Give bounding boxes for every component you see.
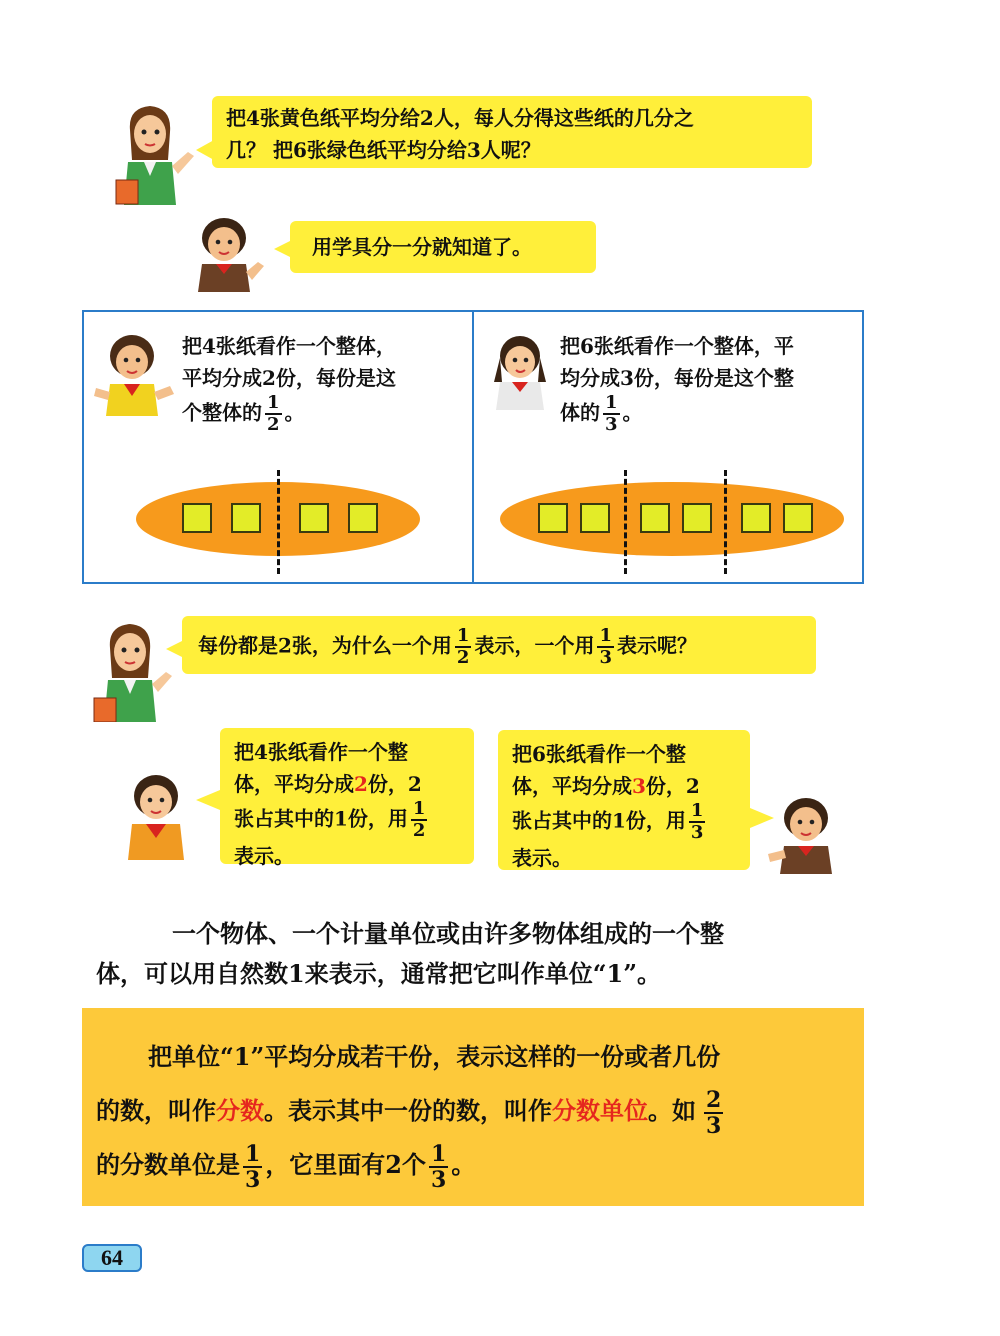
fraction-numerator: 2 bbox=[706, 1086, 722, 1113]
bubble-line bbox=[234, 800, 460, 840]
teacher-question-bubble bbox=[182, 616, 816, 674]
paragraph-line: 体，可以用自然数1来表示，通常把它叫作单位“1”。 bbox=[96, 959, 662, 988]
definition-text-part: 。 bbox=[451, 1150, 476, 1179]
boy-explanation-bubble bbox=[498, 730, 750, 870]
panel-line: 把4张纸看作一个整体， bbox=[182, 334, 396, 358]
fraction bbox=[411, 800, 428, 840]
page-number: 64 bbox=[82, 1244, 142, 1272]
panel-line bbox=[182, 394, 468, 434]
divider-dashed-line bbox=[724, 470, 727, 574]
fraction bbox=[689, 802, 706, 842]
divider-dashed-line bbox=[277, 470, 280, 574]
bubble-line: 把4张纸看作一个整 bbox=[234, 740, 408, 764]
bubble-text: 每份都是2张，为什么一个用 bbox=[198, 633, 452, 658]
teacher-avatar bbox=[90, 618, 176, 722]
bubble-line: 把4张黄色纸平均分给2人，每人分得这些纸的几分之 bbox=[226, 106, 694, 130]
fraction bbox=[455, 627, 472, 667]
bubble-tail bbox=[274, 240, 292, 258]
fraction bbox=[429, 1140, 448, 1193]
green-paper-square bbox=[538, 503, 568, 533]
highlight-number: 2 bbox=[354, 772, 368, 796]
fraction bbox=[243, 1140, 262, 1193]
bubble-line: 用学具分一分就知道了。 bbox=[312, 235, 532, 259]
term-fraction-unit: 分数单位 bbox=[552, 1096, 648, 1125]
fraction bbox=[603, 394, 620, 434]
bubble-text: 份，2 bbox=[645, 774, 700, 798]
definition-text bbox=[96, 1030, 856, 1192]
fraction-denominator: 3 bbox=[706, 1112, 722, 1139]
bubble-line bbox=[198, 627, 800, 667]
body-paragraph bbox=[96, 914, 876, 994]
bubble-tail bbox=[166, 640, 184, 658]
term-fraction: 分数 bbox=[216, 1096, 264, 1125]
teacher-question-bubble bbox=[212, 96, 812, 168]
boy-reply-bubble bbox=[290, 221, 596, 273]
definition-text-part: 。表示其中一份的数，叫作 bbox=[264, 1096, 552, 1125]
bubble-line: 表示。 bbox=[234, 844, 294, 868]
fraction-numerator: 1 bbox=[599, 625, 612, 646]
fraction-denominator: 2 bbox=[412, 820, 426, 841]
fraction-numerator: 1 bbox=[456, 625, 470, 646]
bubble-line bbox=[512, 770, 736, 802]
fraction bbox=[265, 394, 282, 434]
panel-line: 平均分成2份，每份是这 bbox=[182, 366, 396, 390]
boy-avatar bbox=[764, 792, 844, 874]
bubble-line: 把6张纸看作一个整 bbox=[512, 742, 686, 766]
definition-text-part: 的数，叫作 bbox=[96, 1096, 216, 1125]
fraction-numerator: 1 bbox=[412, 798, 426, 819]
bubble-text: 表示呢？ bbox=[616, 633, 697, 658]
bubble-tail bbox=[196, 140, 214, 160]
bubble-text: 体，平均分成 bbox=[234, 772, 354, 796]
definition-line: 把单位“1”平均分成若干份，表示这样的一份或者几份 bbox=[148, 1042, 721, 1071]
fraction-numerator: 1 bbox=[605, 392, 618, 413]
bubble-text: 份，2 bbox=[367, 772, 422, 796]
green-paper-square bbox=[682, 503, 712, 533]
fraction-denominator: 3 bbox=[690, 822, 704, 843]
panel-line: 把6张纸看作一个整体，平 bbox=[560, 334, 794, 358]
panel-line: 均分成3份，每份是这个整 bbox=[560, 366, 794, 390]
yellow-paper-square bbox=[348, 503, 378, 533]
fraction bbox=[597, 627, 614, 667]
definition-line bbox=[96, 1138, 856, 1192]
green-paper-square bbox=[741, 503, 771, 533]
teacher-avatar bbox=[108, 100, 198, 205]
panel-line-pre: 个整体的 bbox=[182, 400, 262, 425]
green-paper-square bbox=[640, 503, 670, 533]
definition-text-part: 的分数单位是 bbox=[96, 1150, 240, 1179]
left-panel-text bbox=[182, 330, 468, 434]
bubble-text: 张占其中的1份，用 bbox=[512, 808, 686, 833]
fraction-denominator: 3 bbox=[431, 1166, 447, 1193]
bubble-line: 几？ 把6张绿色纸平均分给3人呢？ bbox=[226, 138, 541, 162]
panel-line-post: 。 bbox=[284, 400, 305, 425]
bubble-text: 张占其中的1份，用 bbox=[234, 806, 408, 831]
divider-dashed-line bbox=[624, 470, 627, 574]
fraction-denominator: 3 bbox=[245, 1166, 261, 1193]
bubble-line bbox=[512, 802, 736, 842]
definition-text-part: ，它里面有2个 bbox=[265, 1150, 427, 1179]
yellow-paper-square bbox=[182, 503, 212, 533]
highlight-number: 3 bbox=[632, 774, 646, 798]
fraction-numerator: 1 bbox=[267, 392, 280, 413]
girl-explanation-bubble bbox=[220, 728, 474, 868]
fraction-numerator: 1 bbox=[431, 1140, 447, 1167]
fraction bbox=[704, 1086, 723, 1139]
bubble-line: 表示。 bbox=[512, 846, 572, 870]
boy-avatar bbox=[92, 330, 176, 416]
definition-text-part: 。如 bbox=[648, 1096, 696, 1125]
green-paper-square bbox=[783, 503, 813, 533]
panel-line-post: 。 bbox=[622, 400, 643, 425]
girl-avatar bbox=[484, 330, 556, 410]
bubble-tail bbox=[196, 790, 220, 810]
green-paper-square bbox=[580, 503, 610, 533]
boy-avatar bbox=[188, 212, 268, 292]
fraction-denominator: 2 bbox=[456, 647, 470, 668]
fraction-numerator: 1 bbox=[690, 800, 704, 821]
fraction-denominator: 3 bbox=[605, 414, 618, 435]
fraction-numerator: 1 bbox=[245, 1140, 261, 1167]
right-panel-text bbox=[560, 330, 856, 434]
bubble-text: 体，平均分成 bbox=[512, 774, 632, 798]
bubble-text: 表示，一个用 bbox=[474, 633, 595, 658]
panel-line-pre: 体的 bbox=[560, 400, 600, 425]
fraction-denominator: 2 bbox=[267, 414, 280, 435]
girl-avatar bbox=[116, 770, 196, 860]
bubble-line bbox=[234, 768, 460, 800]
yellow-paper-square bbox=[231, 503, 261, 533]
definition-line bbox=[96, 1084, 856, 1138]
paragraph-line: 一个物体、一个计量单位或由许多物体组成的一个整 bbox=[172, 919, 724, 948]
panel-line bbox=[560, 394, 856, 434]
yellow-paper-square bbox=[299, 503, 329, 533]
fraction-denominator: 3 bbox=[599, 647, 612, 668]
